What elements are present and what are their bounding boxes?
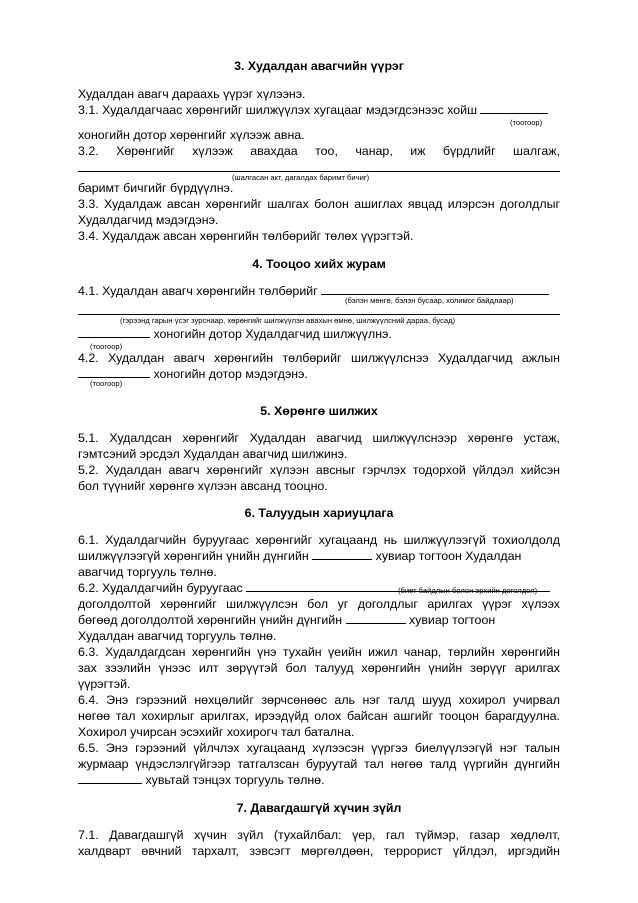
blank-payment-method: [321, 283, 549, 295]
note-payment-timing: (гэрээнд гарын үсэг зурснаар, хөрөнгийг шилжүүлэн авахын өмнө, шилжүүлсний дараа, бусад): [120, 316, 456, 325]
clause-3-3-cont: Худалдагчид мэдэгдэнэ.: [78, 213, 219, 227]
clause-3-2: 3.2. Хөрөнгийг хүлээж авахдаа тоо, чанар, иж бүрдлийг шалгаж,: [78, 144, 560, 158]
clause-7-1-line2: халдварт өвчний тархалт, зэвсэгт мөргөлдөөн, террорист үйлдэл, иргэдийн: [78, 844, 560, 858]
blank-percent-6-5: [78, 772, 142, 784]
clause-6-2-line2: доголдолтой хөрөнгийг шилжүүлсэн бол уг доголдлыг арилгах үүрэг хүлээх: [78, 597, 560, 611]
blank-line-3-2: [78, 171, 560, 172]
note-defect-type: (биет байдлын болон эрхийн доголдол): [398, 586, 538, 595]
section-5-heading: 5. Хөрөнгө шилжих: [260, 404, 378, 418]
clause-6-5: 6.5. Энэ гэрээний үйлчлэх хугацаанд хүлээсэн үүргээ биелүүлээгүй нэг талын: [78, 741, 560, 755]
section-3-intro: Худалдан авагч дараахь үүрэг хүлээнэ.: [78, 87, 306, 101]
clause-3-3: 3.3. Худалдаж авсан хөрөнгийг шалгах болон ашиглах явцад илэрсэн доголдлыг: [78, 197, 560, 211]
clause-3-4: 3.4. Худалдаж авсан хөрөнгийн төлбөрийг төлөх үүрэгтэй.: [78, 229, 414, 243]
clause-3-2-cont: баримт бичгийг бүрдүүлнэ.: [78, 181, 234, 195]
blank-days-3-1: [480, 102, 548, 114]
blank-percent-6-2: [346, 612, 406, 624]
clause-4-2: 4.2. Худалдан авагч хөрөнгийн төлбөрийг шилжүүлснээ Худалдагчид ажлын: [78, 351, 560, 365]
blank-days-4-1: [78, 326, 150, 338]
clause-4-2-cont-text: хоногийн дотор мэдэгдэнэ.: [153, 367, 308, 381]
clause-4-1-text: 4.1. Худалдан авагч хөрөнгийн төлбөрийг: [78, 284, 318, 298]
clause-6-2-line3b: хувиар тогтоон: [408, 613, 496, 627]
clause-6-1-line2: [78, 548, 560, 564]
clause-3-1-text: 3.1. Худалдагчаас хөрөнгийг шилжүүлэх хугацааг мэдэгдсэнээс хойш: [78, 103, 478, 117]
clause-6-4-line2: нөгөө тал хохирлыг арилгах, ирээдүйд олох байсан ашгийг тооцон барагдуулна.: [78, 709, 560, 723]
clause-6-1-line2a: шилжүүлээгүй хөрөнгийн үнийн дүнгийн: [78, 549, 309, 563]
note-days-4-1: (тоогоор): [90, 342, 123, 351]
blank-line-4-1: [78, 314, 560, 315]
clause-6-4-cont: Хохирол учирсан эсэхийг хохирогч тал батална.: [78, 725, 355, 739]
clause-6-2-text: 6.2. Худалдагчийн буруугаас: [78, 581, 243, 595]
blank-days-4-2: [78, 366, 150, 378]
clause-6-3-cont: үүрэгтэй.: [78, 677, 131, 691]
clause-6-3-line2: зах зээлийн үнээс илт зөрүүтэй бол талууд хөрөнгийн үнийн зөрүүг арилгах: [78, 661, 560, 675]
clause-6-5-cont-text: хувьтай тэнцэх торгууль төлнө.: [145, 773, 325, 787]
clause-5-1-cont: гэмтсэний эрсдэл Худалдан авагчид шилжинэ.: [78, 447, 348, 461]
clause-6-3: 6.3. Худалдагдсан хөрөнгийн үнэ тухайн үеийн ижил чанар, төрлийн хөрөнгийн: [78, 645, 560, 659]
clause-6-1: 6.1. Худалдагчийн буруугаас хөрөнгийг хугацаанд нь шилжүүлээгүй тохиолдолд: [78, 533, 560, 547]
clause-6-1-line2b: хувиар тогтоон Худалдан: [375, 549, 522, 563]
note-payment-method: (бэлэн мөнгө, бэлэн бусаар, холимог байдлаар): [345, 296, 514, 305]
clause-3-1-cont: хоногийн дотор хөрөнгийг хүлээж авна.: [78, 128, 305, 142]
clause-4-1-days-text: хоногийн дотор Худалдагчид шилжүүлнэ.: [153, 327, 392, 341]
note-days-4-2: (тоогоор): [90, 379, 123, 388]
clause-6-4: 6.4. Энэ гэрээний нөхцөлийг зөрчсөнөөс аль нэг талд шууд хохирол учирвал: [78, 693, 560, 707]
clause-6-2-line3a: бөгөөд доголдолтой хөрөнгийн үнийн дүнгийн: [78, 613, 343, 627]
section-3-heading: 3. Худалдан авагчийн үүрэг: [234, 59, 404, 73]
clause-5-1: 5.1. Худалдсан хөрөнгийг Худалдан авагчид шилжүүлснээр хөрөнгө устаж,: [78, 431, 560, 445]
section-6-heading: 6. Талуудын хариуцлага: [244, 506, 394, 520]
clause-5-2: 5.2. Худалдан авагч хөрөнгийг хүлээн авсныг гэрчлэх тодорхой үйлдэл хийсэн: [78, 463, 560, 477]
note-3-2: (шалгасан акт, дагалдах баримт бичиг): [232, 173, 370, 182]
clause-5-2-cont: бол түүнийг хөрөнгө хүлээн авсанд тооцно.: [78, 479, 328, 493]
note-days-3-1: (тоогоор): [510, 118, 543, 127]
clause-3-1: [78, 102, 560, 118]
blank-percent-6-1: [312, 548, 372, 560]
clause-6-2-line3: [78, 612, 560, 628]
section-7-heading: 7. Давагдашгүй хүчин зүйл: [236, 801, 402, 815]
clause-4-1-days: [78, 326, 560, 342]
clause-7-1: 7.1. Давагдашгүй хүчин зүйл (тухайлбал: үер, гал түймэр, газар хөдлөлт,: [78, 828, 560, 842]
clause-6-2-cont: Худалдан авагчид торгууль төлнө.: [78, 629, 277, 643]
clause-4-2-cont: [78, 366, 560, 382]
clause-6-1-cont: авагчид торгууль төлнө.: [78, 565, 217, 579]
clause-6-5-cont: [78, 772, 560, 788]
section-4-heading: 4. Тооцоо хийх журам: [252, 257, 386, 271]
clause-6-5-line2: журмаар үндэслэлгүйгээр татгалзсан буруутай тал нөгөө талд үүргийн дүнгийн: [78, 757, 560, 771]
